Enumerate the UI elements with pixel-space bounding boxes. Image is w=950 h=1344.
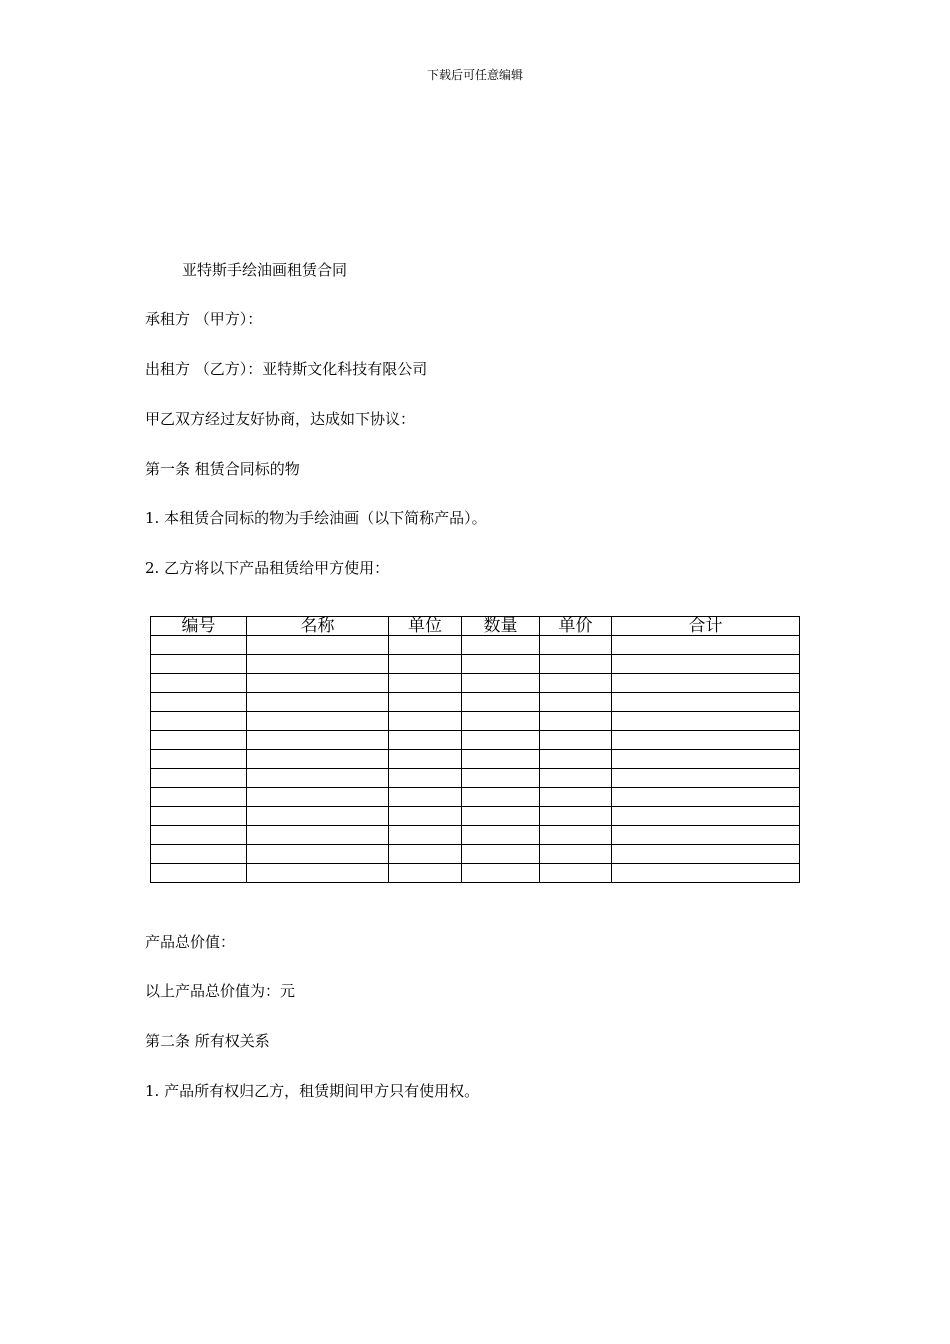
lessor-line: 出租方 （乙方）：亚特斯文化科技有限公司 <box>145 360 428 378</box>
column-header-number: 编号 <box>151 617 247 636</box>
table-cell <box>151 864 247 883</box>
table-cell <box>389 712 462 731</box>
table-cell <box>389 769 462 788</box>
article1-heading: 第一条 租赁合同标的物 <box>145 460 300 478</box>
table-cell <box>540 788 612 807</box>
table-cell <box>389 788 462 807</box>
table-cell <box>247 655 389 674</box>
agreement-intro: 甲乙双方经过友好协商，达成如下协议： <box>145 410 416 428</box>
table-cell <box>540 807 612 826</box>
table-cell <box>462 769 540 788</box>
table-header-row <box>151 617 800 636</box>
table-cell <box>540 750 612 769</box>
table-cell <box>540 655 612 674</box>
table-cell <box>151 750 247 769</box>
table-cell <box>389 845 462 864</box>
table-row <box>151 788 800 807</box>
table-row <box>151 655 800 674</box>
table-cell <box>247 807 389 826</box>
column-header-unit-price: 单价 <box>540 617 612 636</box>
table-cell <box>389 826 462 845</box>
table-cell <box>151 826 247 845</box>
table-cell <box>540 826 612 845</box>
table-cell <box>389 731 462 750</box>
table-cell <box>540 674 612 693</box>
total-value-line: 以上产品总价值为：元 <box>145 982 296 1000</box>
table-cell <box>612 674 800 693</box>
table-cell <box>151 731 247 750</box>
table-cell <box>462 731 540 750</box>
table-cell <box>462 712 540 731</box>
table-cell <box>389 693 462 712</box>
table-body <box>151 636 800 883</box>
table-cell <box>612 636 800 655</box>
product-table <box>150 616 800 883</box>
table-cell <box>462 826 540 845</box>
total-value-label: 产品总价值： <box>145 933 236 951</box>
table-cell <box>151 674 247 693</box>
article1-item1: 1. 本租赁合同标的物为手绘油画（以下简称产品）。 <box>145 509 487 527</box>
table-cell <box>389 864 462 883</box>
table-cell <box>151 636 247 655</box>
table-cell <box>247 693 389 712</box>
table-cell <box>151 712 247 731</box>
article1-item2: 2. 乙方将以下产品租赁给甲方使用： <box>145 559 390 577</box>
table-row <box>151 845 800 864</box>
table-cell <box>612 712 800 731</box>
table-cell <box>151 845 247 864</box>
table-cell <box>151 655 247 674</box>
table-cell <box>151 807 247 826</box>
table-cell <box>612 788 800 807</box>
table-row <box>151 826 800 845</box>
table-cell <box>389 636 462 655</box>
table-cell <box>612 693 800 712</box>
lessee-line: 承租方 （甲方）： <box>145 310 263 328</box>
column-header-total: 合计 <box>612 617 800 636</box>
table-row <box>151 731 800 750</box>
table-cell <box>389 750 462 769</box>
table-row <box>151 693 800 712</box>
table-row <box>151 750 800 769</box>
table-cell <box>612 845 800 864</box>
table-cell <box>462 807 540 826</box>
document-title: 亚特斯手绘油画租赁合同 <box>182 261 348 279</box>
table-cell <box>540 712 612 731</box>
table-cell <box>247 731 389 750</box>
table-cell <box>540 769 612 788</box>
table-cell <box>247 750 389 769</box>
table-row <box>151 864 800 883</box>
table-row <box>151 712 800 731</box>
table-cell <box>247 674 389 693</box>
table-cell <box>612 655 800 674</box>
article2-item1: 1. 产品所有权归乙方，租赁期间甲方只有使用权。 <box>145 1082 480 1100</box>
table-cell <box>540 864 612 883</box>
column-header-unit: 单位 <box>389 617 462 636</box>
table-cell <box>612 769 800 788</box>
table-cell <box>151 693 247 712</box>
table-cell <box>462 636 540 655</box>
table-cell <box>540 636 612 655</box>
table-cell <box>389 807 462 826</box>
table-cell <box>540 731 612 750</box>
table-row <box>151 807 800 826</box>
table-row <box>151 769 800 788</box>
table-cell <box>612 826 800 845</box>
header-note: 下载后可任意编辑 <box>426 68 523 82</box>
table-cell <box>612 750 800 769</box>
table-cell <box>612 864 800 883</box>
table-cell <box>462 674 540 693</box>
table-cell <box>540 845 612 864</box>
table-cell <box>247 769 389 788</box>
table-cell <box>151 788 247 807</box>
article2-heading: 第二条 所有权关系 <box>145 1032 270 1050</box>
table-cell <box>389 674 462 693</box>
table-cell <box>151 769 247 788</box>
table-row <box>151 674 800 693</box>
column-header-quantity: 数量 <box>462 617 540 636</box>
table-cell <box>247 712 389 731</box>
table-cell <box>462 693 540 712</box>
table-cell <box>540 693 612 712</box>
table-cell <box>247 826 389 845</box>
table-cell <box>247 636 389 655</box>
table-cell <box>247 864 389 883</box>
table-cell <box>612 807 800 826</box>
table-cell <box>462 655 540 674</box>
table-cell <box>462 864 540 883</box>
table-cell <box>247 788 389 807</box>
table-row <box>151 636 800 655</box>
table-cell <box>462 750 540 769</box>
table-cell <box>247 845 389 864</box>
table-cell <box>612 731 800 750</box>
table-cell <box>462 788 540 807</box>
table-cell <box>389 655 462 674</box>
table-cell <box>462 845 540 864</box>
column-header-name: 名称 <box>247 617 389 636</box>
